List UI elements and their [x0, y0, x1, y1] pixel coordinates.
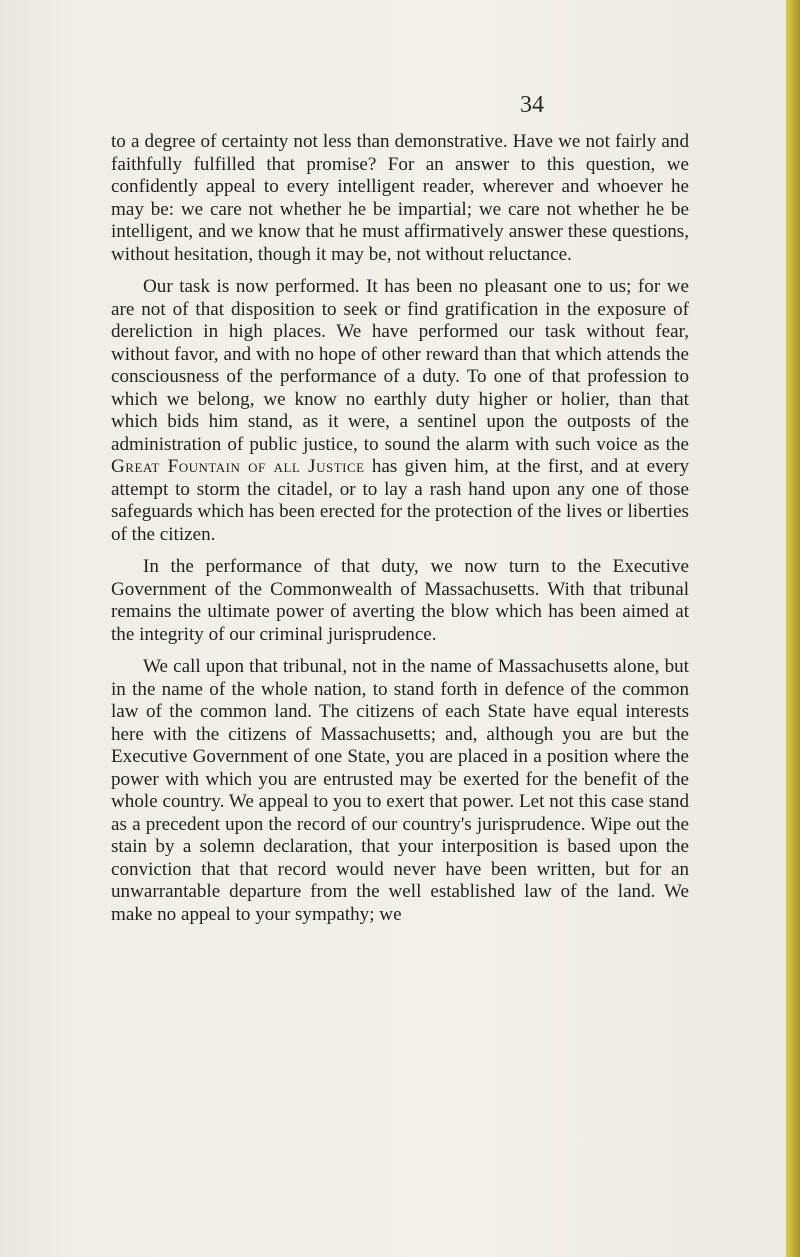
paragraph-2-before: Our task is now performed. It has been no pleasant one to us; for we are not of that disposition to seek or find gratification in the exposure of dereliction in high places. We have performed our task without fear, without favor, and with no hope of other reward than that which attends the consciousness of the performance of a duty. To one of that profession to which we belong, we know no earthly duty higher or holier, than that which bids him stand, as it were, a sentinel upon the outposts of the administration of public justice, to sound the alarm with such voice as the: [111, 276, 689, 455]
page-number: 34: [520, 92, 544, 118]
small-caps-phrase: Great Fountain of all Justice: [111, 456, 365, 477]
paragraph-4: We call upon that tribunal, not in the name of Massachusetts alone, but in the name of the whole nation, to stand forth in defence of the common law of the common land. The citizens of each State have equal interests here with the citizens of Massachusetts; and, although you are but the Executive Government of one State, you are placed in a position where the power with which you are entrusted may be exerted for the benefit of the whole country. We appeal to you to exert that power. Let not this case stand as a precedent upon the record of our country's jurisprudence. Wipe out the stain by a solemn declaration, that your interposition is based upon the conviction that that record would never have been written, but for an unwarrantable departure from the well established law of the land. We make no appeal to your sympathy; we: [111, 656, 689, 925]
paragraph-2: [111, 276, 689, 546]
page-edge: [786, 0, 800, 1257]
paragraph-2-after: has given him, at the first, and at every attempt to storm the citadel, or to lay a rash hand upon any one of those safeguards which has been erected for the protection of the lives or liberties of the citizen.: [111, 456, 689, 545]
paragraph-1: to a degree of certainty not less than demonstrative. Have we not fairly and faithfully fulfilled that promise? For an answer to this question, we confidently appeal to every intelligent reader, wherever and whoever he may be: we care not whether he be impartial; we care not whether he be intelligent, and we know that he must affirmatively answer these questions, without hesitation, though it may be, not without reluctance.: [111, 131, 689, 265]
body-text: [111, 131, 689, 926]
paragraph-3: In the performance of that duty, we now turn to the Executive Government of the Commonwealth of Massachusetts. With that tribunal remains the ultimate power of averting the blow which has been aimed at the integrity of our criminal jurisprudence.: [111, 556, 689, 645]
